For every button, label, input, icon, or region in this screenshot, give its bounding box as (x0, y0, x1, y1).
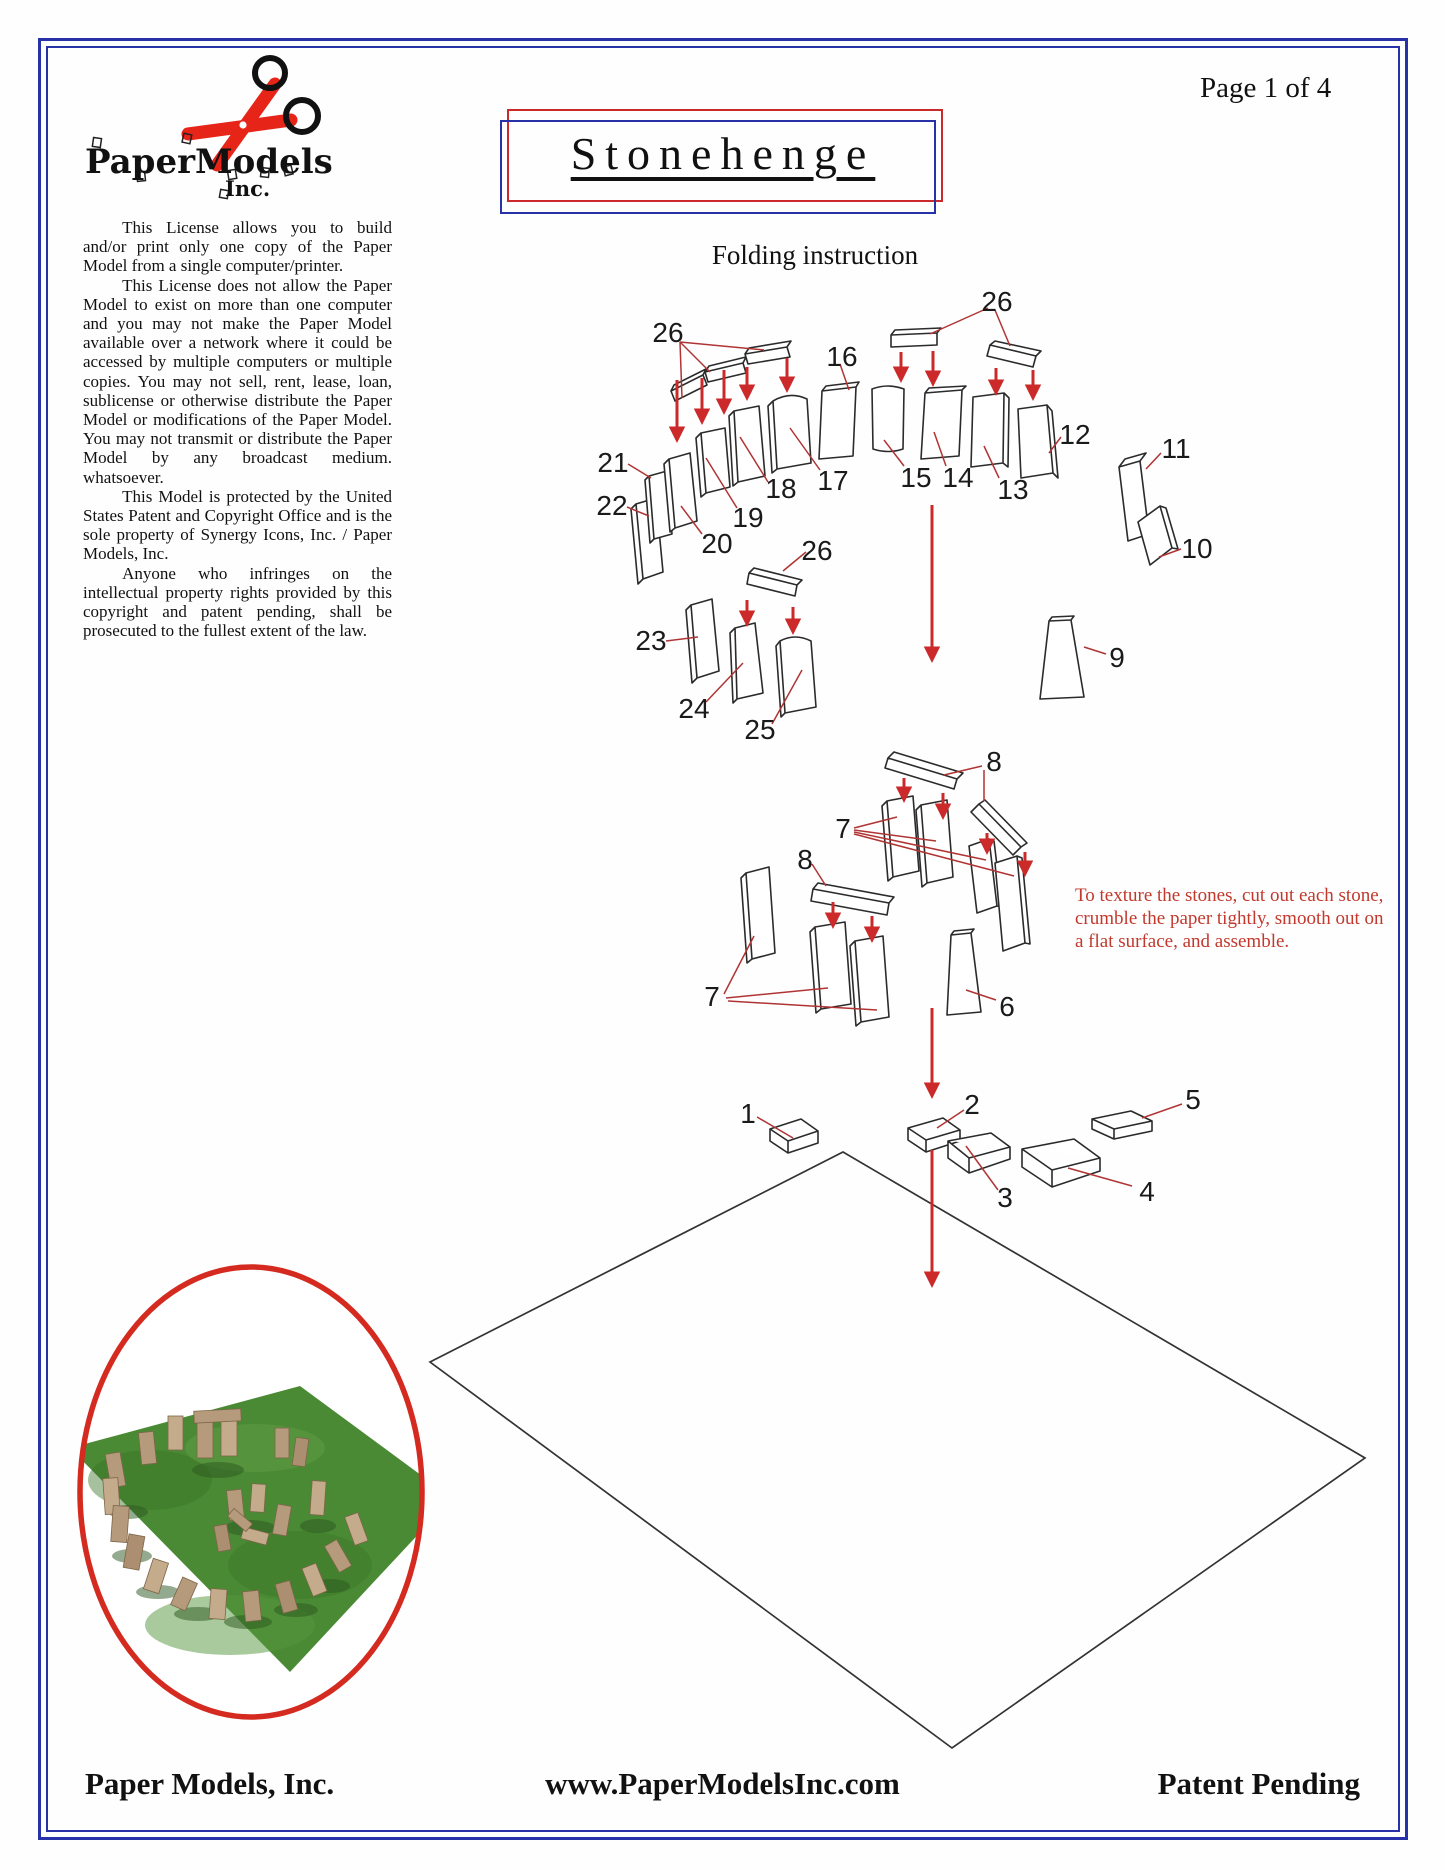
stone-group-trilithons (741, 752, 1030, 1026)
label-10: 10 (1181, 533, 1213, 564)
label-1: 1 (740, 1098, 756, 1129)
stone-3 (948, 1133, 1010, 1173)
lintel-8-lower (811, 883, 894, 915)
folding-instruction-heading: Folding instruction (711, 240, 919, 270)
finished-model-photo (70, 1267, 452, 1717)
lintel-26-c (745, 341, 791, 364)
license-paragraph: This License does not allow the Paper Model to exist on more than one computer and you may not make the Paper Model available over a network where it could be accessed by multiple computers or multiple copies. You may not sell, rent, lease, loan, sublicense or otherwise distribute the Paper Model or modifications of the Paper Model. You may not transmit or distribute the Paper Model by any broadcast medium. whatsoever. (83, 275, 392, 487)
stone-7-e (741, 867, 775, 963)
label-18: 18 (765, 473, 797, 504)
label-6: 6 (999, 991, 1015, 1022)
label-20: 20 (701, 528, 733, 559)
label-23: 23 (635, 625, 667, 656)
texturing-note: To texture the stones, cut out each stone, crumble the paper tightly, smooth out on a flat surface, and assemble. (1075, 885, 1384, 952)
label-19: 19 (732, 502, 764, 533)
stone-19 (696, 428, 730, 497)
label-26-mid: 26 (801, 535, 833, 566)
label-13: 13 (997, 474, 1029, 505)
label-21: 21 (597, 447, 629, 478)
stone-14 (921, 386, 966, 459)
stone-24 (730, 623, 763, 703)
stone-4 (1022, 1139, 1100, 1187)
label-12: 12 (1059, 419, 1091, 450)
stone-number-labels (596, 286, 1212, 1213)
label-8-right: 8 (986, 746, 1002, 777)
footer-website: www.PaperModelsInc.com (545, 1766, 900, 1801)
label-7-lower: 7 (704, 981, 720, 1012)
license-paragraph: Anyone who infringes on the intellectual property rights provided by this copyright and patent pending, shall be prosecuted to the fullest extent of the law. (83, 563, 392, 641)
lintel-26-f (747, 568, 802, 596)
label-22: 22 (596, 490, 628, 521)
stone-9 (1040, 616, 1084, 699)
stone-23 (686, 599, 719, 683)
label-24: 24 (678, 693, 710, 724)
label-26-left: 26 (652, 317, 684, 348)
license-paragraph: This Model is protected by the United States Patent and Copyright Office and is the sole property of Synergy Icons, Inc. / Paper Models, Inc. (83, 486, 392, 564)
license-paragraph: This License allows you to build and/or print only one copy of the Paper Model from a single computer/printer. (83, 218, 392, 276)
lintel-8-upper (885, 752, 963, 789)
label-7-upper: 7 (835, 813, 851, 844)
label-4: 4 (1139, 1176, 1155, 1207)
label-14: 14 (942, 462, 974, 493)
stone-18 (729, 406, 765, 486)
stone-7-b (916, 800, 953, 887)
stone-16 (819, 382, 859, 459)
label-26-right: 26 (981, 286, 1013, 317)
label-5: 5 (1185, 1084, 1201, 1115)
stone-group-mid (686, 568, 1084, 717)
label-9: 9 (1109, 642, 1125, 673)
stone-1 (770, 1119, 818, 1153)
label-16: 16 (826, 341, 858, 372)
footer-company: Paper Models, Inc. (85, 1766, 335, 1801)
stone-5 (1092, 1111, 1152, 1139)
label-17: 17 (817, 465, 849, 496)
logo-brand-text: PaperModels (85, 142, 333, 182)
logo-inc-text: Inc. (225, 176, 271, 201)
label-3: 3 (997, 1182, 1013, 1213)
label-8-lower: 8 (797, 844, 813, 875)
stone-13 (971, 393, 1009, 467)
stone-7-g (850, 936, 889, 1026)
footer-patent: Patent Pending (1157, 1766, 1360, 1801)
stone-15 (872, 386, 904, 452)
page-number: Page 1 of 4 (1200, 72, 1332, 104)
page-footer (85, 1766, 1360, 1810)
label-25: 25 (744, 714, 776, 745)
lintel-26-d (891, 328, 941, 347)
label-2: 2 (964, 1089, 980, 1120)
stone-12 (1018, 405, 1058, 478)
stone-17 (768, 395, 811, 473)
page-title: Stonehenge (570, 128, 876, 179)
stone-7-f (810, 922, 851, 1013)
base-plate-outline (430, 1152, 1365, 1748)
label-11: 11 (1161, 433, 1191, 464)
stone-6 (947, 929, 981, 1015)
lintel-26-e (987, 341, 1041, 367)
label-15: 15 (900, 462, 932, 493)
